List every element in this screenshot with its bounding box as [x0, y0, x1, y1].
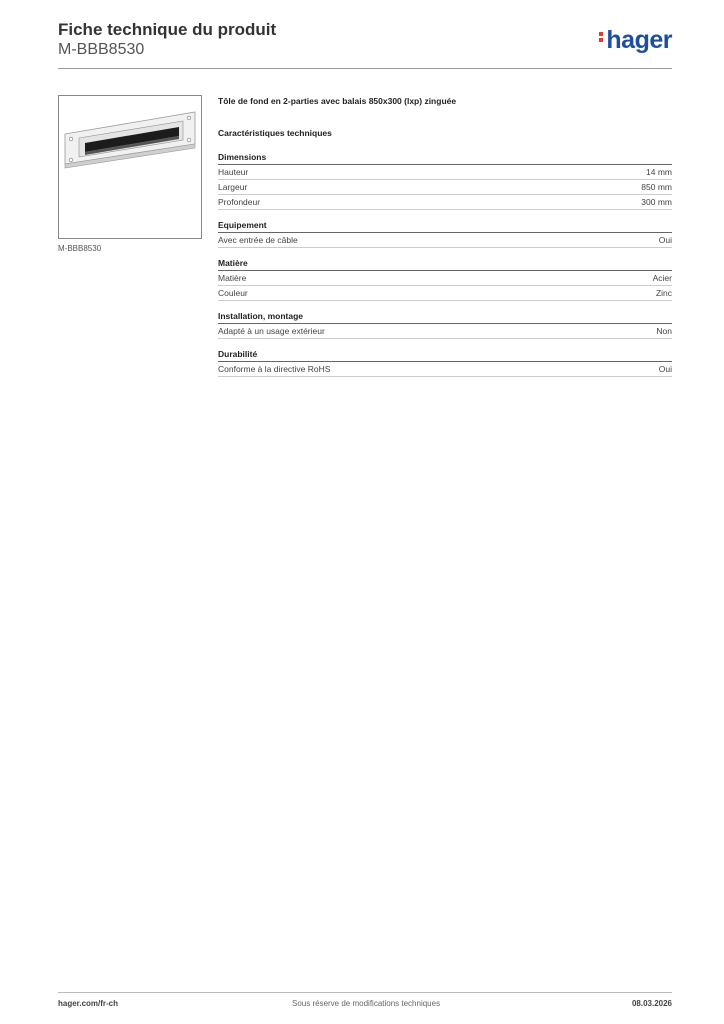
spec-label: Matière: [218, 273, 247, 283]
spec-label: Adapté à un usage extérieur: [218, 326, 325, 336]
group-equipement: [218, 220, 672, 248]
spec-value: Acier: [652, 273, 672, 283]
header-divider: [58, 68, 672, 69]
spec-row: [218, 165, 672, 180]
logo-dots-icon: [599, 30, 604, 44]
spec-row: [218, 195, 672, 210]
page-header: [58, 20, 672, 68]
footer-disclaimer: Sous réserve de modifications techniques: [292, 999, 441, 1008]
product-image: [58, 95, 202, 239]
product-details: [218, 96, 672, 387]
brush-plate-icon: [59, 96, 201, 238]
group-title: Equipement: [218, 220, 672, 233]
footer-divider: [58, 992, 672, 993]
spec-label: Largeur: [218, 182, 248, 192]
product-reference: M-BBB8530: [58, 41, 145, 58]
spec-row: [218, 324, 672, 339]
spec-value: 850 mm: [641, 182, 672, 192]
group-matiere: [218, 258, 672, 301]
group-title: Installation, montage: [218, 311, 672, 324]
spec-value: 300 mm: [641, 197, 672, 207]
spec-value: 14 mm: [646, 167, 672, 177]
spec-label: Hauteur: [218, 167, 249, 177]
group-title: Dimensions: [218, 152, 672, 165]
spec-row: [218, 180, 672, 195]
group-installation: [218, 311, 672, 339]
group-dimensions: [218, 152, 672, 210]
footer-website-link[interactable]: hager.com/fr-ch: [58, 999, 119, 1008]
group-title: Durabilité: [218, 349, 672, 362]
page-title: Fiche technique du produit: [58, 20, 277, 39]
footer-date: 08.03.2026: [631, 999, 672, 1008]
spec-value: Zinc: [655, 288, 672, 298]
product-image-caption: M-BBB8530: [58, 244, 102, 253]
spec-label: Profondeur: [218, 197, 261, 207]
logo-text: hager: [606, 26, 672, 54]
spec-value: Non: [656, 326, 672, 336]
hager-logo: [599, 26, 672, 55]
spec-value: Oui: [658, 364, 672, 374]
spec-row: [218, 271, 672, 286]
spec-label: Couleur: [218, 288, 248, 298]
characteristics-heading: Caractéristiques techniques: [218, 128, 332, 138]
group-title: Matière: [218, 258, 672, 271]
spec-row: [218, 233, 672, 248]
group-durabilite: [218, 349, 672, 377]
product-description: Tôle de fond en 2-parties avec balais 850x300 (lxp) zinguée: [218, 96, 457, 106]
spec-row: [218, 286, 672, 301]
spec-label: Conforme à la directive RoHS: [218, 364, 331, 374]
spec-value: Oui: [658, 235, 672, 245]
spec-label: Avec entrée de câble: [218, 235, 298, 245]
spec-row: [218, 362, 672, 377]
